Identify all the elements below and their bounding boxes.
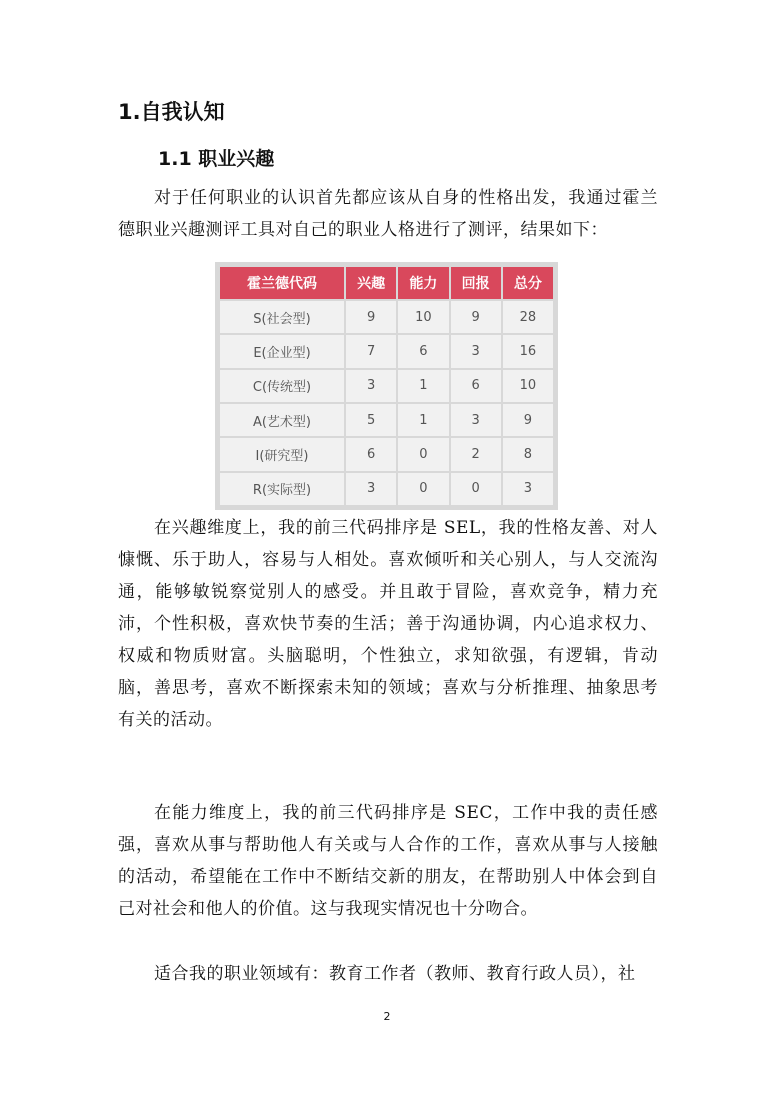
table-header-row: [220, 267, 553, 299]
cell-reward: 3: [451, 335, 501, 367]
header-interest: 兴趣: [346, 267, 396, 299]
cell-total: 9: [503, 404, 553, 436]
interest-paragraph: 在兴趣维度上，我的前三代码排序是 SEL，我的性格友善、对人慷慨、乐于助人，容易与人相处。喜欢倾听和关心别人，与人交流沟通，能够敏锐察觉别人的感受。并且敢于冒险，喜欢竞争，精力充沛，个性积极，喜欢快节奏的生活；善于沟通协调，内心追求权力、权威和物质财富。头脑聪明，个性独立，求知欲强，有逻辑，肯动脑，善思考，喜欢不断探索未知的领域；喜欢与分析推理、抽象思考有关的活动。: [118, 518, 658, 730]
cell-reward: 6: [451, 370, 501, 402]
cell-interest: 6: [346, 438, 396, 470]
cell-ability: 0: [398, 438, 448, 470]
cell-interest: 5: [346, 404, 396, 436]
subsection-heading: 1.1 职业兴趣: [158, 148, 275, 170]
table-row: [220, 438, 553, 470]
cell-code: I(研究型): [220, 438, 344, 470]
cell-code: R(实际型): [220, 473, 344, 505]
table-row: [220, 335, 553, 367]
table-row: [220, 301, 553, 333]
cell-ability: 1: [398, 370, 448, 402]
table-row: [220, 404, 553, 436]
cell-total: 16: [503, 335, 553, 367]
header-code: 霍兰德代码: [220, 267, 344, 299]
ability-paragraph: 在能力维度上，我的前三代码排序是 SEC，工作中我的责任感强，喜欢从事与帮助他人有关或与人合作的工作，喜欢从事与人接触的活动，希望能在工作中不断结交新的朋友，在帮助别人中体会到自己对社会和他人的价值。这与我现实情况也十分吻合。: [118, 803, 658, 919]
cell-reward: 0: [451, 473, 501, 505]
page-number: 2: [383, 1010, 391, 1023]
cell-code: S(社会型): [220, 301, 344, 333]
cell-reward: 3: [451, 404, 501, 436]
cell-total: 3: [503, 473, 553, 505]
table-row: [220, 473, 553, 505]
holland-code-table-frame: [215, 262, 558, 510]
cell-reward: 9: [451, 301, 501, 333]
cell-ability: 6: [398, 335, 448, 367]
cell-code: E(企业型): [220, 335, 344, 367]
cell-total: 10: [503, 370, 553, 402]
fields-paragraph: 适合我的职业领域有：教育工作者（教师、教育行政人员），社: [154, 964, 636, 984]
header-reward: 回报: [451, 267, 501, 299]
section-heading: 1.自我认知: [118, 100, 225, 124]
cell-interest: 9: [346, 301, 396, 333]
header-total: 总分: [503, 267, 553, 299]
cell-ability: 0: [398, 473, 448, 505]
table-row: [220, 370, 553, 402]
cell-total: 28: [503, 301, 553, 333]
cell-reward: 2: [451, 438, 501, 470]
header-ability: 能力: [398, 267, 448, 299]
cell-ability: 10: [398, 301, 448, 333]
cell-total: 8: [503, 438, 553, 470]
cell-interest: 3: [346, 473, 396, 505]
holland-code-table: [218, 265, 555, 507]
cell-code: C(传统型): [220, 370, 344, 402]
cell-interest: 3: [346, 370, 396, 402]
intro-paragraph: 对于任何职业的认识首先都应该从自身的性格出发，我通过霍兰德职业兴趣测评工具对自己的职业人格进行了测评，结果如下：: [118, 188, 658, 240]
cell-code: A(艺术型): [220, 404, 344, 436]
cell-ability: 1: [398, 404, 448, 436]
cell-interest: 7: [346, 335, 396, 367]
